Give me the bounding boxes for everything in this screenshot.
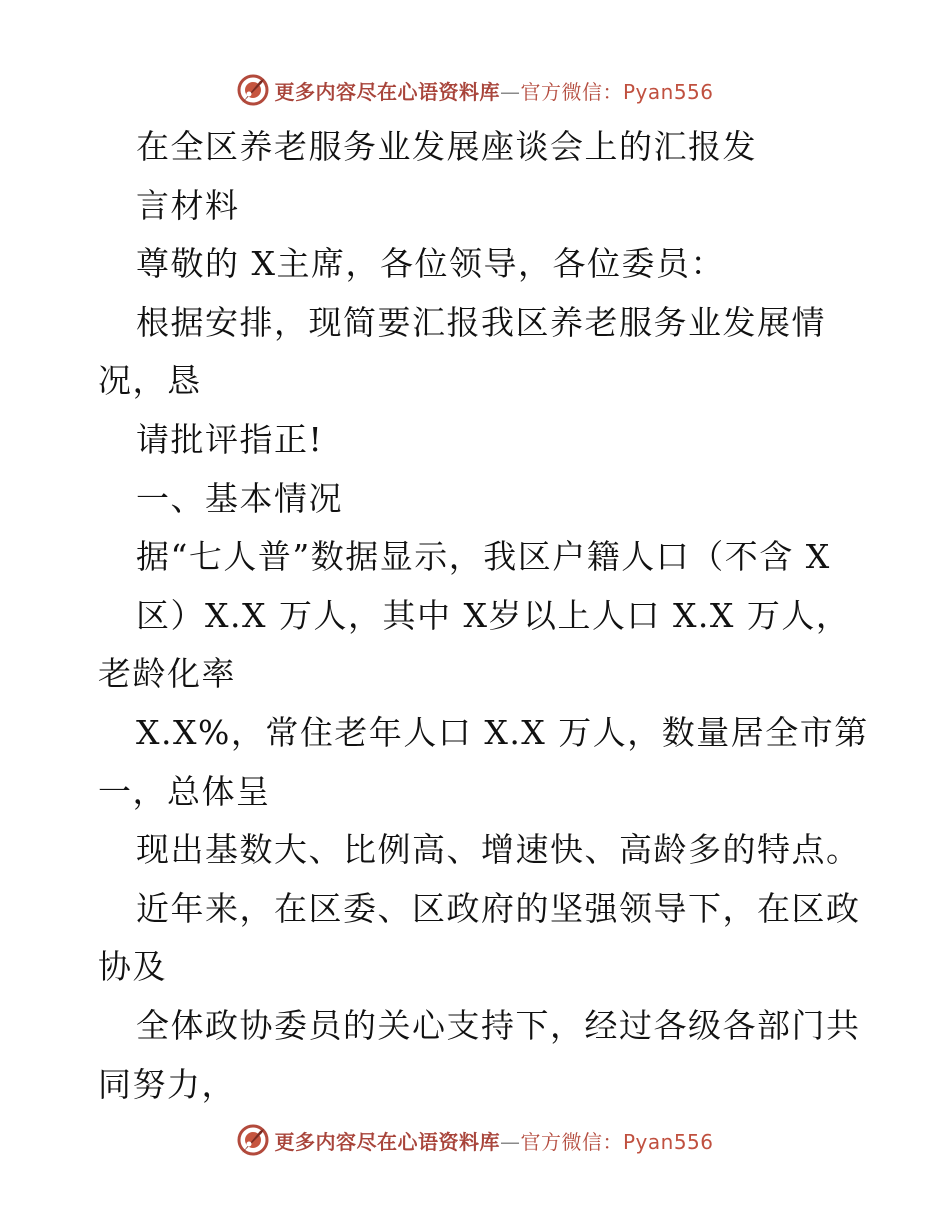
text-line: 根据安排，现简要汇报我区养老服务业发展情 [136, 302, 826, 342]
text-line: 一、基本情况 [136, 478, 343, 518]
watermark-wechat-label: 官方微信： [520, 79, 623, 104]
text-line: 言材料 [136, 185, 240, 225]
text-line: 同努力， [98, 1064, 236, 1104]
text-line: 近年来，在区委、区政府的坚强领导下，在区政 [136, 888, 861, 928]
watermark-text [274, 76, 713, 105]
watermark-wechat-label: 官方微信： [520, 1129, 623, 1154]
watermark-text [274, 1126, 713, 1155]
text-line: 区）X.X 万人，其中 X岁以上人口 X.X 万人， [136, 595, 851, 635]
watermark-wechat-id: Pyan556 [622, 1129, 714, 1154]
watermark-wechat-id: Pyan556 [622, 79, 714, 104]
text-line: X.X%，常住老年人口 X.X 万人，数量居全市第 [136, 712, 869, 752]
quill-seal-icon [236, 1123, 270, 1157]
document-body [98, 118, 869, 1114]
text-line: 现出基数大、比例高、增速快、高龄多的特点。 [136, 830, 861, 870]
text-line: 全体政协委员的关心支持下，经过各级各部门共 [136, 1005, 861, 1045]
text-line: 协及 [98, 947, 167, 987]
text-line: 在全区养老服务业发展座谈会上的汇报发 [136, 127, 757, 166]
text-line: 据“七人普”数据显示，我区户籍人口（不含 X [136, 537, 831, 577]
watermark-site: 更多内容尽在心语资料库 [274, 79, 500, 104]
text-line: 况，恳 [98, 361, 202, 401]
footer-watermark [0, 1118, 950, 1162]
text-line: 尊敬的 X主席，各位领导，各位委员： [136, 244, 725, 284]
text-line: 老龄化率 [98, 654, 236, 694]
text-line: 请批评指正! [136, 419, 324, 459]
watermark-separator: — [499, 1129, 521, 1154]
text-line: 一，总体呈 [98, 771, 271, 811]
quill-seal-icon [236, 73, 270, 107]
watermark-site: 更多内容尽在心语资料库 [274, 1129, 500, 1154]
header-watermark [0, 68, 950, 112]
watermark-separator: — [499, 79, 521, 104]
